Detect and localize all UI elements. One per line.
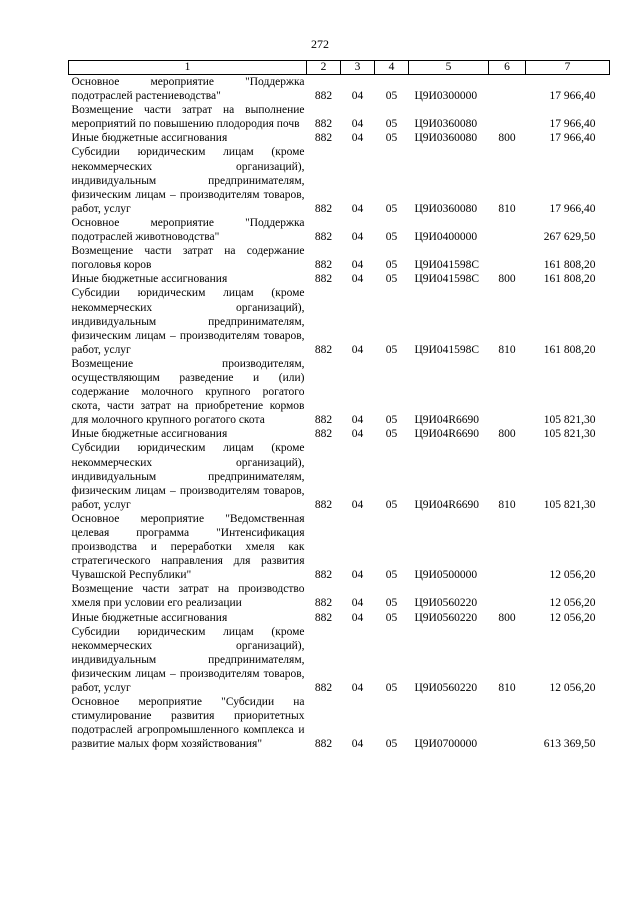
expense-type-code	[489, 103, 526, 131]
expense-name: Возмещение производителям, осуществляющим разведение и (или) содержание молочного крупного рогатого скота, части затрат на приобретение кормов для молочного крупного рогатого скота	[71, 357, 305, 427]
target-article-code: Ц9И04R6690	[414, 498, 480, 511]
expense-type-code: 810	[498, 682, 516, 695]
target-article-code: Ц9И0700000	[414, 738, 478, 751]
section-code: 04	[351, 569, 364, 582]
subsection-code: 05	[385, 273, 398, 286]
amount-value: 17 966,40	[549, 132, 596, 145]
section-code: 04	[351, 597, 364, 610]
budget-table	[68, 60, 610, 752]
ministry-code: 882	[314, 132, 333, 145]
subsection-code: 05	[385, 498, 398, 511]
amount-value: 17 966,40	[549, 202, 596, 215]
subsection-code: 05	[385, 682, 398, 695]
table-row	[69, 145, 610, 215]
amount-value: 17 966,40	[549, 90, 596, 103]
subsection-code: 05	[385, 428, 398, 441]
amount-value: 12 056,20	[549, 569, 596, 582]
amount-value: 161 808,20	[543, 259, 596, 272]
expense-type-code	[489, 695, 526, 751]
section-code: 04	[351, 231, 364, 244]
ministry-code: 882	[314, 118, 333, 131]
section-code: 04	[351, 738, 364, 751]
target-article-code: Ц9И0560220	[414, 597, 478, 610]
amount-value: 161 808,20	[543, 343, 596, 356]
section-code: 04	[351, 259, 364, 272]
section-code: 04	[351, 343, 364, 356]
subsection-code: 05	[385, 738, 398, 751]
table-header-row	[69, 61, 610, 75]
ministry-code: 882	[314, 611, 333, 624]
target-article-code: Ц9И0360080	[414, 202, 478, 215]
expense-type-code: 810	[498, 202, 516, 215]
expense-type-code	[489, 244, 526, 272]
table-row	[69, 103, 610, 131]
expense-name: Субсидии юридическим лицам (кроме некоммерческих организаций), индивидуальным предпринимателям, физическим лицам – производителям товаров, работ, услуг	[71, 146, 305, 215]
amount-value: 161 808,20	[543, 273, 596, 286]
subsection-code: 05	[385, 597, 398, 610]
expense-type-code: 800	[498, 132, 516, 145]
table-row	[69, 427, 610, 441]
column-header: 2	[307, 61, 341, 75]
expense-type-code: 810	[498, 343, 516, 356]
target-article-code: Ц9И041598С	[414, 343, 480, 356]
subsection-code: 05	[385, 90, 398, 103]
expense-type-code	[489, 216, 526, 244]
expense-type-code	[489, 357, 526, 427]
table-row	[69, 611, 610, 625]
amount-value: 105 821,30	[543, 428, 596, 441]
subsection-code: 05	[385, 611, 398, 624]
table-row	[69, 625, 610, 695]
expense-name: Основное мероприятие "Поддержка подотраслей животноводства"	[71, 216, 305, 244]
subsection-code: 05	[385, 231, 398, 244]
expense-type-code: 800	[498, 611, 516, 624]
table-row	[69, 272, 610, 286]
expense-name: Субсидии юридическим лицам (кроме некоммерческих организаций), индивидуальным предпринимателям, физическим лицам – производителям товаров, работ, услуг	[71, 625, 305, 695]
amount-value: 613 369,50	[543, 738, 596, 751]
subsection-code: 05	[385, 259, 398, 272]
table-row	[69, 286, 610, 356]
amount-value: 12 056,20	[549, 597, 596, 610]
subsection-code: 05	[385, 414, 398, 427]
target-article-code: Ц9И04R6690	[414, 428, 480, 441]
amount-value: 12 056,20	[549, 682, 596, 695]
expense-name: Возмещение части затрат на выполнение мероприятий по повышению плодородия почв	[71, 104, 305, 131]
section-code: 04	[351, 682, 364, 695]
target-article-code: Ц9И04R6690	[414, 414, 480, 427]
target-article-code: Ц9И0400000	[414, 231, 478, 244]
table-row	[69, 441, 610, 511]
expense-type-code	[489, 582, 526, 610]
amount-value: 105 821,30	[543, 414, 596, 427]
ministry-code: 882	[314, 682, 333, 695]
subsection-code: 05	[385, 343, 398, 356]
target-article-code: Ц9И0500000	[414, 569, 478, 582]
expense-type-code: 800	[498, 273, 516, 286]
table-row	[69, 512, 610, 582]
amount-value: 17 966,40	[549, 118, 596, 131]
table-row	[69, 582, 610, 610]
column-header: 5	[409, 61, 489, 75]
expense-name: Основное мероприятие "Субсидии на стимулирование развития приоритетных подотраслей агропромышленного комплекса и развитие малых форм хозяйствования"	[71, 696, 305, 751]
expense-name: Возмещение части затрат на содержание поголовья коров	[71, 245, 305, 272]
section-code: 04	[351, 414, 364, 427]
amount-value: 105 821,30	[543, 498, 596, 511]
ministry-code: 882	[314, 231, 333, 244]
column-header: 7	[526, 61, 610, 75]
target-article-code: Ц9И041598С	[414, 259, 480, 272]
expense-type-code	[489, 75, 526, 104]
subsection-code: 05	[385, 132, 398, 145]
expense-name: Основное мероприятие "Ведомственная целевая программа "Интенсификация производства и переработки хмеля как стратегического направления для развития Чувашской Республики"	[71, 512, 305, 582]
subsection-code: 05	[385, 202, 398, 215]
ministry-code: 882	[314, 428, 333, 441]
ministry-code: 882	[314, 597, 333, 610]
page-number: 272	[311, 37, 329, 51]
column-header: 6	[489, 61, 526, 75]
table-row	[69, 216, 610, 244]
target-article-code: Ц9И0560220	[414, 682, 478, 695]
expense-name: Иные бюджетные ассигнования	[71, 428, 228, 441]
ministry-code: 882	[314, 90, 333, 103]
column-header: 1	[69, 61, 307, 75]
target-article-code: Ц9И0360080	[414, 132, 478, 145]
target-article-code: Ц9И0300000	[414, 90, 478, 103]
ministry-code: 882	[314, 498, 333, 511]
table-row	[69, 244, 610, 272]
target-article-code: Ц9И0560220	[414, 611, 478, 624]
expense-type-code	[489, 512, 526, 582]
subsection-code: 05	[385, 569, 398, 582]
expense-type-code: 810	[498, 498, 516, 511]
column-header: 4	[375, 61, 409, 75]
expense-name: Субсидии юридическим лицам (кроме некоммерческих организаций), индивидуальным предпринимателям, физическим лицам – производителям товаров, работ, услуг	[71, 287, 305, 356]
column-header: 3	[341, 61, 375, 75]
target-article-code: Ц9И0360080	[414, 118, 478, 131]
expense-name: Иные бюджетные ассигнования	[71, 611, 228, 624]
section-code: 04	[351, 132, 364, 145]
section-code: 04	[351, 428, 364, 441]
ministry-code: 882	[314, 343, 333, 356]
table-row	[69, 131, 610, 145]
table-body	[69, 75, 610, 752]
ministry-code: 882	[314, 569, 333, 582]
expense-name: Иные бюджетные ассигнования	[71, 273, 228, 286]
section-code: 04	[351, 273, 364, 286]
expense-name: Возмещение части затрат на производство хмеля при условии его реализации	[71, 583, 305, 610]
table-row	[69, 695, 610, 751]
expense-name: Субсидии юридическим лицам (кроме некоммерческих организаций), индивидуальным предпринимателям, физическим лицам – производителям товаров, работ, услуг	[71, 442, 305, 511]
target-article-code: Ц9И041598С	[414, 273, 480, 286]
section-code: 04	[351, 90, 364, 103]
expense-name: Иные бюджетные ассигнования	[71, 132, 228, 145]
subsection-code: 05	[385, 118, 398, 131]
expense-type-code: 800	[498, 428, 516, 441]
ministry-code: 882	[314, 738, 333, 751]
section-code: 04	[351, 611, 364, 624]
amount-value: 12 056,20	[549, 611, 596, 624]
ministry-code: 882	[314, 259, 333, 272]
ministry-code: 882	[314, 202, 333, 215]
table-row	[69, 357, 610, 427]
table-row	[69, 75, 610, 104]
amount-value: 267 629,50	[543, 231, 596, 244]
section-code: 04	[351, 498, 364, 511]
expense-name: Основное мероприятие "Поддержка подотраслей растениеводства"	[71, 76, 305, 103]
section-code: 04	[351, 118, 364, 131]
section-code: 04	[351, 202, 364, 215]
ministry-code: 882	[314, 414, 333, 427]
ministry-code: 882	[314, 273, 333, 286]
